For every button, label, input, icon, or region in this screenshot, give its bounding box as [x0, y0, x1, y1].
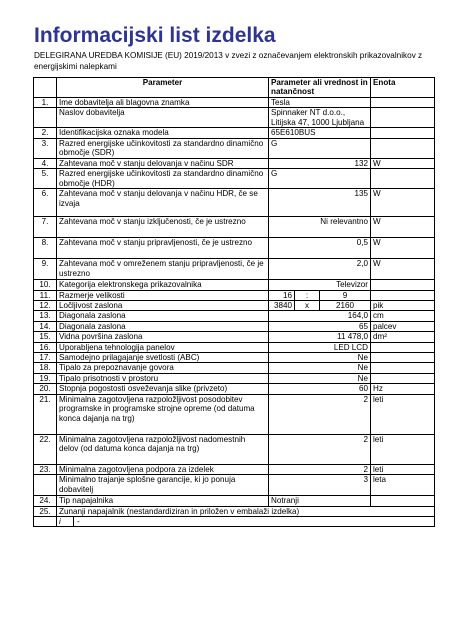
row-value: 164,0	[269, 311, 371, 321]
row-value: Notranji	[269, 496, 371, 506]
row-value: 65	[269, 321, 371, 331]
table-row	[34, 169, 435, 189]
row-parameter: Razred energijske učinkovitosti za standardno dinamično območje (HDR)	[57, 169, 269, 189]
table-row	[34, 321, 435, 331]
row-parameter: Stopnja pogostosti osveževanja slike (privzeto)	[57, 384, 269, 394]
row-unit: pik	[371, 301, 435, 311]
row-parameter: Diagonala zaslona	[57, 321, 269, 331]
row-number: 1.	[34, 98, 57, 108]
row-number: 3.	[34, 138, 57, 158]
subrow-blank	[34, 516, 57, 526]
row-value-separator: :	[295, 290, 320, 300]
row-number: 16.	[34, 342, 57, 352]
row-number: 9.	[34, 259, 57, 280]
row-value: LED LCD	[269, 342, 371, 352]
table-row	[34, 290, 435, 300]
row-number: 23.	[34, 464, 57, 474]
row-value: 60	[269, 384, 371, 394]
table-row	[34, 238, 435, 259]
row-parameter: Ime dobavitelja ali blagovna znamka	[57, 98, 269, 108]
table-row	[34, 353, 435, 363]
row-number	[34, 475, 57, 496]
row-value: 2	[269, 394, 371, 434]
row-unit: W	[371, 189, 435, 217]
row-value-b: 2160	[320, 301, 371, 311]
row-unit	[371, 353, 435, 363]
table-row	[34, 98, 435, 108]
table-row	[34, 475, 435, 496]
row-parameter: Minimalna zagotovljena razpoložljivost nadomestnih delov (od datuma konca dajanja na trg)	[57, 434, 269, 464]
row-value: 11 478,0	[269, 332, 371, 342]
table-row	[34, 280, 435, 290]
row-number: 24.	[34, 496, 57, 506]
row-parameter: Minimalno trajanje splošne garancije, ki jo ponuja dobavitelj	[57, 475, 269, 496]
row-number: 21.	[34, 394, 57, 434]
row-unit: leta	[371, 475, 435, 496]
row-unit: cm	[371, 311, 435, 321]
row-value-a: 16	[269, 290, 295, 300]
row-parameter: Minimalna zagotovljena podpora za izdelek	[57, 464, 269, 474]
table-subrow	[34, 516, 435, 526]
row-value: Spinnaker NT d.o.o., Litijska 47, 1000 Ljubljana	[269, 108, 371, 128]
product-info-table	[33, 77, 435, 527]
row-value: 3	[269, 475, 371, 496]
table-row	[34, 434, 435, 464]
row-parameter: Razred energijske učinkovitosti za standardno dinamično območje (SDR)	[57, 138, 269, 158]
table-row	[34, 128, 435, 138]
row-parameter: Samodejno prilagajanje svetlosti (ABC)	[57, 353, 269, 363]
row-number: 13.	[34, 311, 57, 321]
row-value: 65E610BUS	[269, 128, 371, 138]
table-row	[34, 373, 435, 383]
row-unit: palcev	[371, 321, 435, 331]
row-unit	[371, 108, 435, 128]
header-num-cell	[34, 78, 57, 98]
row-parameter: Razmerje velikosti	[57, 290, 269, 300]
row-unit	[371, 290, 435, 300]
row-number: 12.	[34, 301, 57, 311]
row-number: 6.	[34, 189, 57, 217]
row-unit: Hz	[371, 384, 435, 394]
header-parameter: Parameter	[57, 78, 269, 98]
document-subtitle: DELEGIRANA UREDBA KOMISIJE (EU) 2019/2013 v zvezi z označevanjem elektronskih prikazovalnikov z energijskimi nalepkami	[34, 51, 423, 71]
row-parameter: Minimalna zagotovljena razpoložljivost posodobitev programske in programske strojne opreme (od datuma konca dajanja na trg)	[57, 394, 269, 434]
row-parameter: Ločljivost zaslona	[57, 301, 269, 311]
table-row	[34, 301, 435, 311]
table-row	[34, 108, 435, 128]
document-title: Informacijski list izdelka	[34, 24, 276, 47]
row-parameter: Tip napajalnika	[57, 496, 269, 506]
table-row	[34, 158, 435, 168]
row-unit	[371, 496, 435, 506]
row-number: 4.	[34, 158, 57, 168]
row-unit: leti	[371, 394, 435, 434]
row-unit	[371, 128, 435, 138]
subrow-value: -	[77, 516, 80, 526]
row-unit	[371, 280, 435, 290]
table-row	[34, 342, 435, 352]
row-unit: leti	[371, 464, 435, 474]
row-unit: W	[371, 259, 435, 280]
subrow-content	[57, 516, 435, 526]
row-unit	[371, 342, 435, 352]
row-value: Televizor	[269, 280, 371, 290]
row-number: 11.	[34, 290, 57, 300]
row-value: 132	[269, 158, 371, 168]
row-parameter: Identifikacijska oznaka modela	[57, 128, 269, 138]
row-unit	[371, 98, 435, 108]
row-number: 10.	[34, 280, 57, 290]
row-number: 2.	[34, 128, 57, 138]
row-parameter: Diagonala zaslona	[57, 311, 269, 321]
row-parameter: Tipalo za prepoznavanje govora	[57, 363, 269, 373]
row-value: 135	[269, 189, 371, 217]
table-row	[34, 138, 435, 158]
row-value: 2,0	[269, 259, 371, 280]
row-value-separator: x	[295, 301, 320, 311]
table-row	[34, 363, 435, 373]
table-header-row	[34, 78, 435, 98]
row-unit: W	[371, 158, 435, 168]
row-parameter: Zahtevana moč v stanju izključenosti, če je ustrezno	[57, 217, 269, 238]
row-value-a: 3840	[269, 301, 295, 311]
table-row	[34, 464, 435, 474]
table-row	[34, 259, 435, 280]
row-value: Tesla	[269, 98, 371, 108]
row-value-b: 9	[320, 290, 371, 300]
row-value: G	[269, 138, 371, 158]
row-number: 17.	[34, 353, 57, 363]
row-value: Ne	[269, 373, 371, 383]
row-number: 20.	[34, 384, 57, 394]
row-number: 14.	[34, 321, 57, 331]
row-value: 2	[269, 464, 371, 474]
row-unit: W	[371, 238, 435, 259]
row-unit: W	[371, 217, 435, 238]
row-unit: leti	[371, 434, 435, 464]
table-row	[34, 506, 435, 516]
table-row	[34, 332, 435, 342]
row-unit	[371, 373, 435, 383]
table-row	[34, 394, 435, 434]
row-unit	[371, 138, 435, 158]
row-number: 7.	[34, 217, 57, 238]
row-unit	[371, 169, 435, 189]
table-row	[34, 217, 435, 238]
row-value: Ne	[269, 363, 371, 373]
table-row	[34, 384, 435, 394]
row-parameter: Kategorija elektronskega prikazovalnika	[57, 280, 269, 290]
header-value: Parameter ali vrednost in natančnost	[269, 78, 371, 98]
row-value: G	[269, 169, 371, 189]
row-parameter: Zahtevana moč v stanju delovanja v načinu SDR	[57, 158, 269, 168]
row-value: Ne	[269, 353, 371, 363]
table-row	[34, 311, 435, 321]
row-unit	[371, 363, 435, 373]
row-parameter: Naslov dobavitelja	[57, 108, 269, 128]
header-unit: Enota	[371, 78, 435, 98]
row-number: 22.	[34, 434, 57, 464]
row-number: 5.	[34, 169, 57, 189]
row-value: Ni relevantno	[269, 217, 371, 238]
subrow-index: i	[57, 517, 74, 526]
row-parameter: Zahtevana moč v omreženem stanju pripravljenosti, če je ustrezno	[57, 259, 269, 280]
row-number: 8.	[34, 238, 57, 259]
row-number: 25.	[34, 506, 57, 516]
row-parameter: Tipalo prisotnosti v prostoru	[57, 373, 269, 383]
row-unit: dm²	[371, 332, 435, 342]
row-number: 18.	[34, 363, 57, 373]
row-number: 15.	[34, 332, 57, 342]
row-value: 2	[269, 434, 371, 464]
table-row	[34, 189, 435, 217]
row-parameter: Zunanji napajalnik (nestandardiziran in priložen v embalaži izdelka)	[57, 506, 435, 516]
row-parameter: Vidna površina zaslona	[57, 332, 269, 342]
row-number	[34, 108, 57, 128]
row-parameter: Zahtevana moč v stanju pripravljenosti, če je ustrezno	[57, 238, 269, 259]
row-number: 19.	[34, 373, 57, 383]
row-parameter: Zahtevana moč v stanju delovanja v načinu HDR, če se izvaja	[57, 189, 269, 217]
row-value: 0,5	[269, 238, 371, 259]
row-parameter: Uporabljena tehnologija panelov	[57, 342, 269, 352]
table-row	[34, 496, 435, 506]
